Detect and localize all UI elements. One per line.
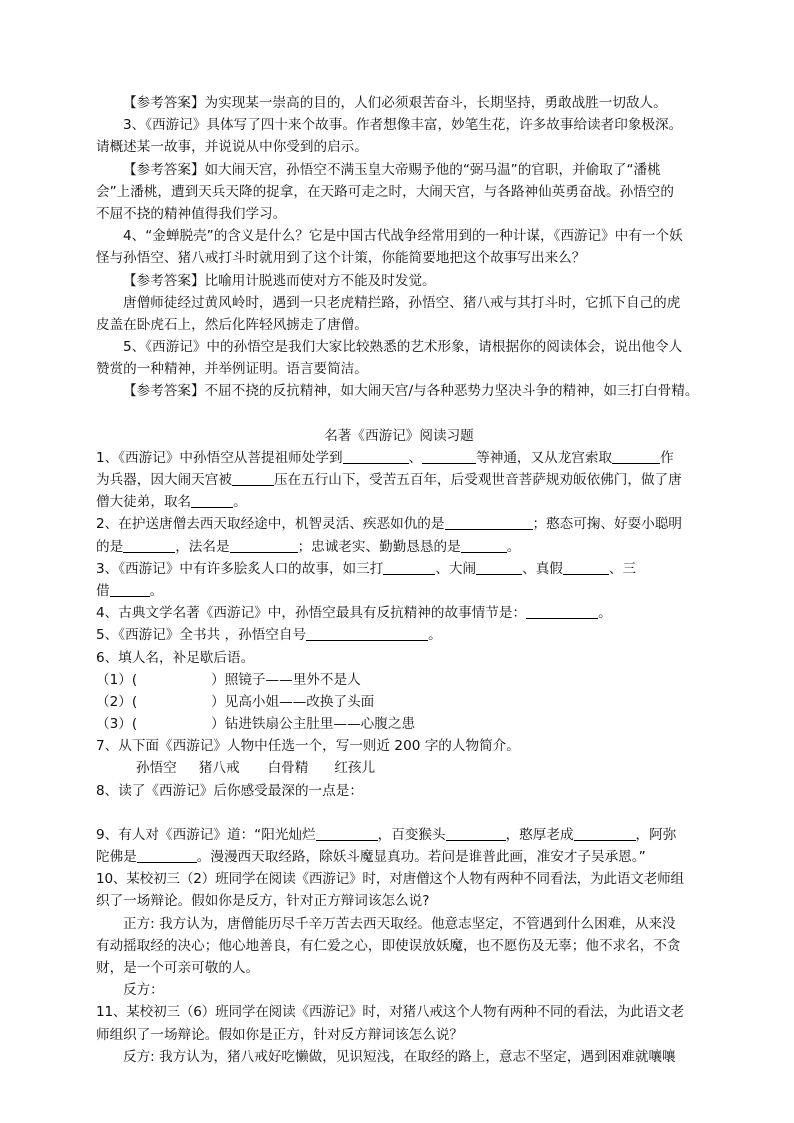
q11-line: 11、某校初三（6）班同学在阅读《西游记》时，对猪八戒这个人物有两种不同的看法，为此语文老 (96, 1004, 684, 1021)
answer-blank[interactable] (383, 560, 435, 575)
answer-line: 【参考答案】如大闹天宫，孙悟空不满玉皇大帝赐予他的“弼马温”的官职，并偷取了“潘桃 (123, 161, 661, 178)
q1-line3: 僧大徒弟，取名 。 (96, 494, 247, 511)
answer-line: 皮盖在卧虎石上，然后化阵轻风掳走了唐僧。 (96, 316, 368, 333)
q10-line: 正方: 我方认为，唐僧能历尽千辛万苦去西天取经。他意志坚定，不管遇到什么困难，从来没 (123, 915, 676, 932)
answer-blank[interactable] (476, 560, 522, 575)
q10-line: 反方： (123, 982, 164, 999)
answer-blank[interactable] (123, 538, 175, 553)
q7-title: 7、从下面《西游记》人物中任选一个，写一则近 200 字的人物简介。 (96, 738, 520, 755)
answer-blank[interactable] (445, 515, 533, 530)
document-page (96, 92, 702, 1068)
answer-blank[interactable] (316, 826, 378, 841)
question-line: 请概述某一故事，并说说从中你受到的启示。 (96, 139, 368, 156)
character-name: 红孩儿 (334, 760, 376, 777)
answer-blank[interactable] (137, 848, 197, 863)
answer-space[interactable] (96, 802, 702, 824)
q10-line: 织了一场辩论。假如你是反方，针对正方辩词该怎么说? (96, 893, 430, 910)
question-line: 5、《西游记》中的孙悟空是我们大家比较熟悉的艺术形象，请根据你的阅读体会，说出他令人 (123, 339, 683, 356)
answer-blank[interactable] (306, 626, 428, 641)
answer-line: 不屈不挠的精神值得我们学习。 (96, 205, 287, 222)
q5-line: 5、《西游记》全书共 ，孙悟空自号 。 (96, 627, 442, 644)
answer-blank[interactable] (612, 449, 660, 464)
answer-blank[interactable] (191, 493, 233, 508)
q6-item: （1）( ）照镜子——里外不是人 (96, 671, 361, 688)
answer-line: 【参考答案】不屈不挠的反抗精神，如大闹天宫/与各种恶势力坚决斗争的精神，如三打白骨精。 (123, 383, 699, 400)
q2-line1: 2、在护送唐僧去西天取经途中，机智灵活、疾恶如仇的是 ；憨态可掬、好耍小聪明 (96, 516, 683, 533)
q6-item: （3）( ）钻进铁扇公主肚里——心腹之患 (96, 716, 416, 733)
answer-blank[interactable] (446, 826, 506, 841)
answer-blank[interactable] (461, 538, 507, 553)
answer-blank[interactable] (110, 582, 150, 597)
q11-line: 师组织了一场辩论。假如你是正方，针对反方辩词该怎么说？ (96, 1026, 464, 1043)
answer-blank[interactable] (526, 604, 598, 619)
q1-line2: 为兵器，因大闹天宫被 压在五行山下，受苦五百年，后受观世音菩萨规劝皈依佛门，做了唐 (96, 472, 682, 488)
character-name: 孙悟空 (136, 760, 177, 777)
question-line: 怪与孙悟空、猪八戒打斗时就用到了这个计策，你能简要地把这个故事写出来么？ (96, 250, 586, 267)
q9-line1: 9、有人对《西游记》道：“阳光灿烂 ，百变猴头 ，憨厚老成 ，阿弥 (96, 826, 677, 843)
q2-line2: 的是 ，法名是 ；忠诚老实、勤勤恳恳的是 。 (96, 538, 521, 555)
q4-line: 4、古典文学名著《西游记》中，孙悟空最具有反抗精神的故事情节是： 。 (96, 605, 612, 622)
answer-line: 【参考答案】比喻用计脱逃而使对方不能及时发觉。 (123, 272, 436, 289)
q3-line1: 3、《西游记》中有许多脍炙人口的故事，如三打 、大闹 、真假 、三 (96, 560, 637, 577)
character-name: 白骨精 (267, 760, 309, 777)
q7-names (96, 757, 702, 779)
question-line: 赞赏的一种精神，并举例证明。语言要简洁。 (96, 361, 368, 378)
answer-blank[interactable] (574, 826, 636, 841)
answer-blank[interactable] (343, 449, 409, 464)
answer-line: 【参考答案】为实现某一崇高的目的，人们必须艰苦奋斗，长期坚持，勇敢战胜一切敌人。 (123, 95, 667, 111)
answer-line: 会”上潘桃，遭到天兵天降的捉拿，在天路可走之时，大闹天宫，与各路神仙英勇奋战。孙悟空的 (96, 183, 674, 200)
q3-line2: 借 。 (96, 582, 164, 599)
q10-line: 有动摇取经的决心；他心地善良，有仁爱之心，即使误放妖魔，也不愿伤及无辜；他不求名，不贪 (96, 937, 681, 954)
section-title: 名著《西游记》阅读习题 (324, 427, 474, 444)
answer-blank[interactable] (563, 560, 609, 575)
q9-line2: 陀佛是 。漫漫西天取经路，除妖斗魔显真功。若问是谁普此画，准安才子吴承恩。” (96, 849, 646, 865)
q10-line: 财，是一个可亲可敬的人。 (96, 959, 260, 976)
answer-line: 唐僧师徒经过黄风岭时，遇到一只老虎精拦路，孙悟空、猪八戒与其打斗时，它抓下自己的虎 (123, 294, 681, 311)
answer-blank[interactable] (230, 538, 298, 553)
q1-line1: 1、《西游记》中孙悟空从菩提祖师处学到 、 等神通，又从龙宫索取 作 (96, 449, 674, 466)
q6-item: （2）( ）见高小姐——改换了头面 (96, 693, 375, 710)
answer-blank[interactable] (232, 471, 274, 486)
question-line: 4、“金蝉脱壳”的含义是什么？它是中国古代战争经常用到的一种计谋，《西游记》中有一个妖 (123, 228, 683, 245)
answer-blank[interactable] (422, 449, 476, 464)
q11-line: 反方: 我方认为，猪八戒好吃懒做，见识短浅，在取经的路上，意志不坚定，遇到困难就嚷嚷 (123, 1048, 676, 1065)
q8-line: 8、读了《西游记》后你感受最深的一点是： (96, 782, 363, 799)
question-line: 3、《西游记》具体写了四十来个故事。作者想像丰富，妙笔生花，许多故事给读者印象极深。 (123, 117, 683, 134)
q10-line: 10、某校初三（2）班同学在阅读《西游记》时，对唐僧这个人物有两种不同看法，为此语文老师组 (96, 871, 684, 888)
q6-title: 6、填人名，补足歇后语。 (96, 649, 255, 666)
character-name: 猪八戒 (198, 760, 240, 777)
